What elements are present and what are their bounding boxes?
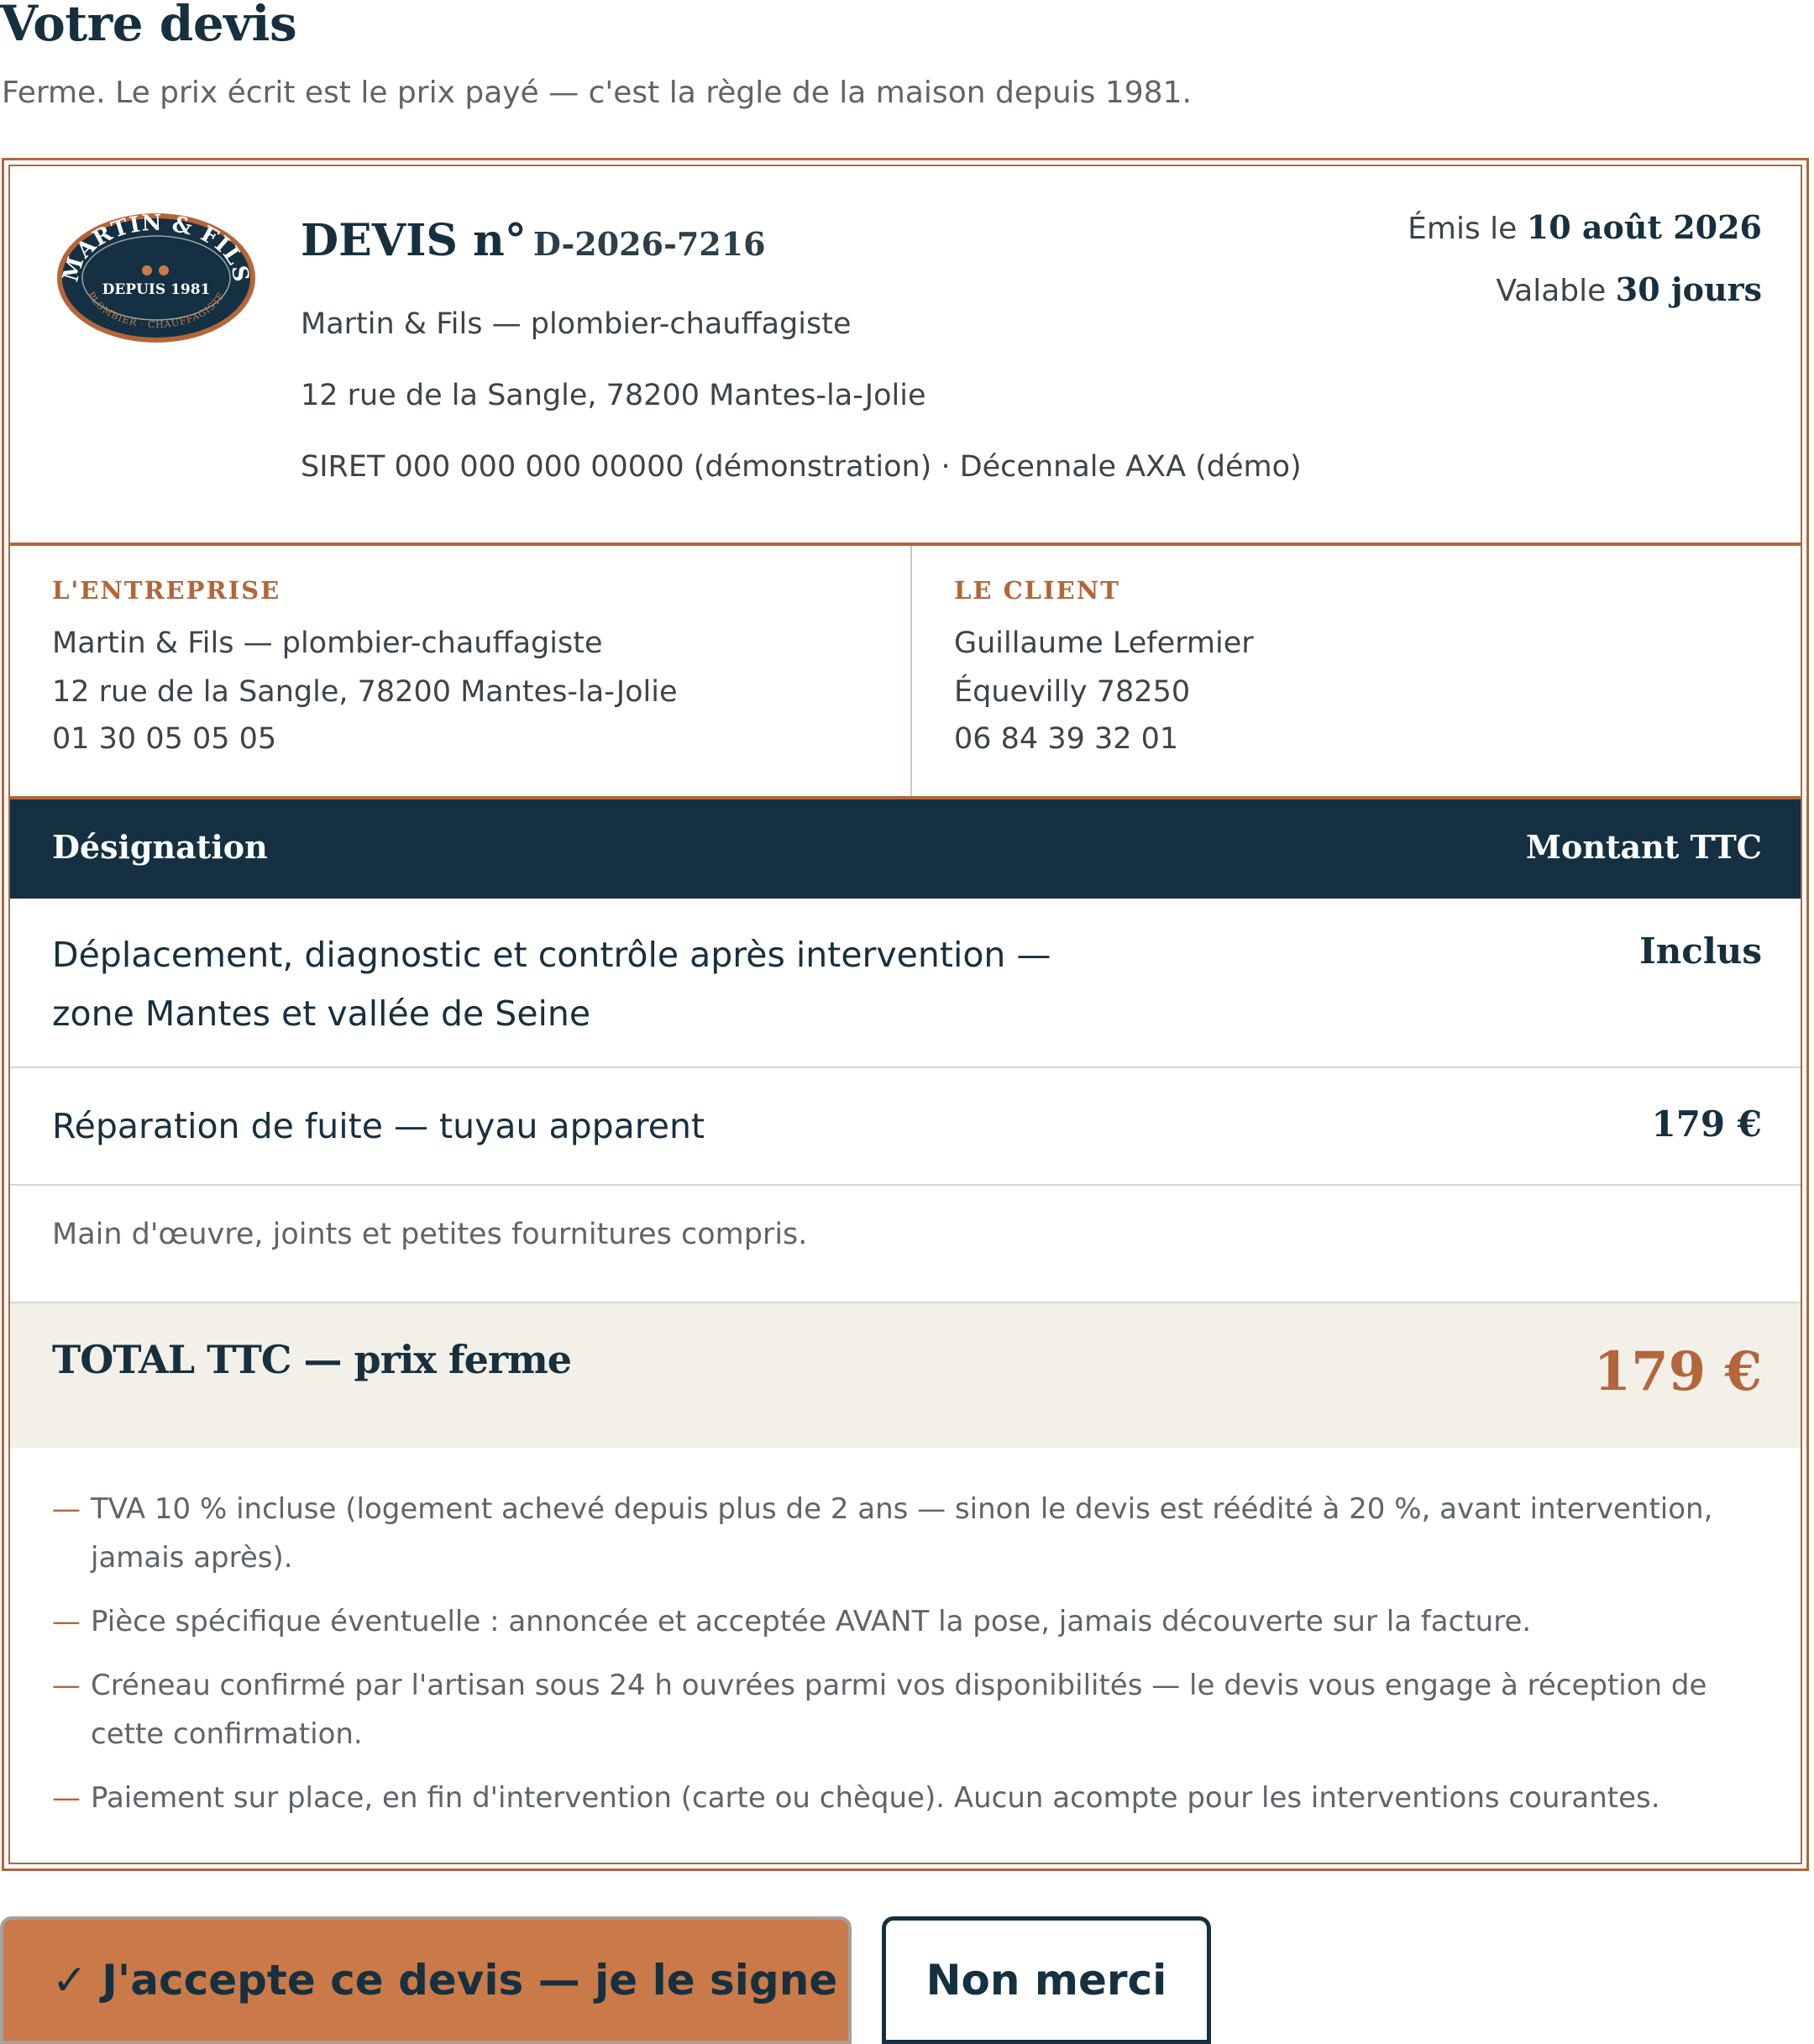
table-header [10,799,1801,899]
client-phone: 06 84 39 32 01 [954,722,1179,756]
condition-item: — TVA 10 % incluse (logement achevé depuis plus de 2 ans — sinon le devis est réédité à 20 %, avant intervention, jamais après). [52,1492,1713,1575]
total-row [10,1303,1801,1448]
header-company-name: Martin & Fils — plombier-chauffagiste [301,307,852,341]
company-address: 12 rue de la Sangle, 78200 Mantes-la-Jolie [52,675,678,709]
quote-inner [8,165,1802,1864]
company-label: L'ENTREPRISE [52,576,281,605]
devis-label: DEVIS n° [301,215,527,266]
quote-header [10,166,1801,546]
col-amount: Montant TTC [1525,828,1762,866]
company-logo [54,210,259,346]
total-label: TOTAL TTC — prix ferme [52,1337,572,1382]
condition-item: — Pièce spécifique éventuelle : annoncée et acceptée AVANT la pose, jamais découverte sur la facture. [52,1605,1532,1638]
client-name: Guillaume Lefermier [954,626,1254,660]
row-designation: Déplacement, diagnostic et contrôle après intervention — zone Mantes et vallée de Seine [52,935,1051,1034]
condition-item: — Créneau confirmé par l'artisan sous 24 h ouvrées parmi vos disponibilités — le devis vous engage à réception de cette confirmation. [52,1669,1707,1751]
table-row [10,1068,1801,1186]
condition-item: — Paiement sur place, en fin d'intervention (carte ou chèque). Aucun acompte pour les interventions courantes. [52,1781,1660,1815]
client-block [912,546,1801,796]
devis-number: D-2026-7216 [532,225,766,263]
accept-quote-button[interactable]: ✓ J'accepte ce devis — je le signe [0,1916,852,2044]
decline-quote-button[interactable]: Non merci [882,1916,1211,2044]
validity: Valable 30 jours [1496,270,1762,308]
header-company-address: 12 rue de la Sangle, 78200 Mantes-la-Jolie [301,379,926,412]
devis-title [301,215,766,266]
company-name: Martin & Fils — plombier-chauffagiste [52,626,603,660]
logo-middle-text: DEPUIS 1981 [102,281,211,298]
row-designation: Réparation de fuite — tuyau apparent [52,1106,705,1146]
issued-date: Émis le 10 août 2026 [1408,208,1762,246]
page-subtitle: Ferme. Le prix écrit est le prix payé — c'est la règle de la maison depuis 1981. [2,76,1192,110]
client-city: Équevilly 78250 [954,675,1191,709]
page-title: Votre devis [0,0,297,52]
row-amount: 179 € [1651,1103,1762,1145]
table-note-row [10,1186,1801,1303]
quote-card [2,158,1809,1871]
col-designation: Désignation [52,828,268,866]
header-company-legal: SIRET 000 000 000 00000 (démonstration) · Décennale AXA (démo) [301,450,1302,484]
conditions-list [52,1485,1750,1837]
parties [10,546,1801,799]
table-row [10,899,1801,1068]
logo-bottom-text: PLOMBIER · CHAUFFAGISTE [85,290,228,331]
client-label: LE CLIENT [954,576,1120,605]
logo-top-text: MARTIN & FILS [58,210,254,285]
company-phone: 01 30 05 05 05 [52,722,277,756]
total-value: 179 € [1593,1340,1762,1403]
company-block [10,546,912,796]
row-amount: Inclus [1639,930,1762,972]
table-note: Main d'œuvre, joints et petites fournitures compris. [52,1218,808,1251]
